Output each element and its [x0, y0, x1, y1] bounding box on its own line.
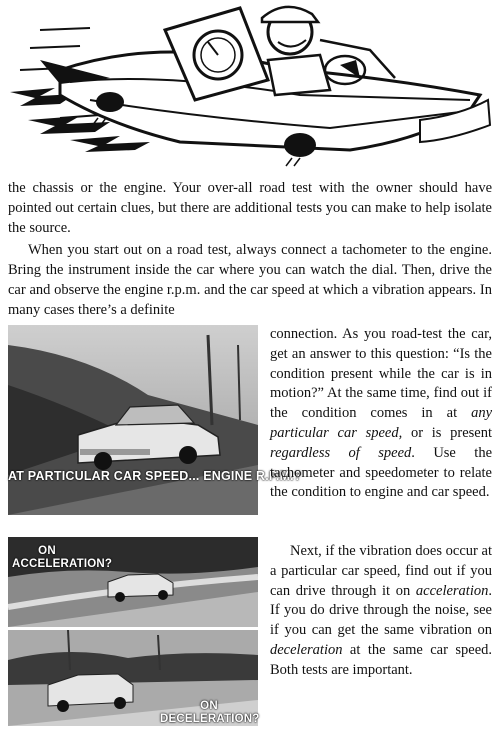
- photo-caption-deceleration: ON DECELERATION?: [160, 700, 260, 725]
- cartoon-car-illustration: [0, 0, 500, 180]
- body-paragraph-2: When you start out on a road test, always connect a tachometer to the engine. Bring the instrument inside the car where you can watch the dial. Then, drive the car and observe the engine r.p.m. and the car speed at which a vibration appears. In many cases there’s a definite: [8, 242, 492, 318]
- photo-caption-particular-speed: AT PARTICULAR CAR SPEED... ENGINE R.P.M.?: [8, 469, 302, 483]
- body-paragraph-1: the chassis or the engine. Your over-all road test with the owner should have pointed out certain clues, but there are additional tests you can make to help isolate the source.: [8, 180, 492, 236]
- photo-caption-acceleration: ON ACCELERATION?: [12, 545, 113, 570]
- road-test-photo: [8, 325, 258, 515]
- column-paragraph-1: connection. As you road-test the car, get an answer to this question: “Is the condition present while the car is in motion?” At the same time, find out if the condition comes in at any particular car speed, or is present regardless of speed. Use the tachometer and speedometer to relate the condition to engine and car speed.: [270, 326, 492, 501]
- column-paragraph-2: Next, if the vibration does occur at a particular car speed, find out if you can drive through it on acceleration. If you do drive through the noise, see if you can get the same vibration on deceleration at the same car speed. Both tests are important.: [270, 543, 492, 678]
